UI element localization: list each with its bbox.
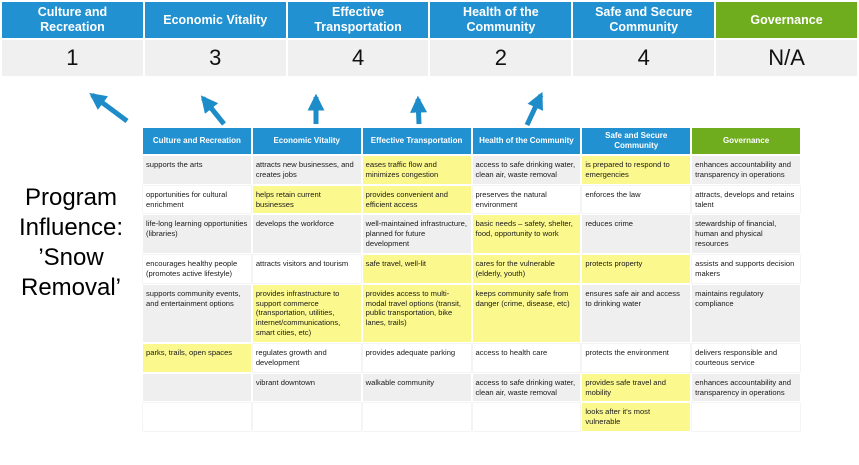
arrow-up-icon bbox=[418, 99, 419, 124]
matrix-header: Safe and Secure Community bbox=[582, 128, 690, 154]
matrix-cell: maintains regulatory compliance bbox=[692, 285, 800, 342]
matrix-cell: opportunities for cultural enrichment bbox=[143, 186, 251, 214]
matrix-cell bbox=[143, 403, 251, 431]
matrix-cell: develops the workforce bbox=[253, 215, 361, 253]
matrix-cell: provides adequate parking bbox=[363, 344, 471, 372]
matrix-cell bbox=[143, 374, 251, 402]
matrix-cell: attracts new businesses, and creates jobs bbox=[253, 156, 361, 184]
matrix-cell bbox=[363, 403, 471, 431]
priority-header-governance: Governance bbox=[716, 2, 857, 38]
priority-header-effective-transportation: Effective Transportation bbox=[288, 2, 429, 38]
matrix-cell: preserves the natural environment bbox=[473, 186, 581, 214]
matrix-cell-highlighted: helps retain current businesses bbox=[253, 186, 361, 214]
score-economic-vitality: 3 bbox=[145, 40, 286, 76]
matrix-cell: enhances accountability and transparency in operations bbox=[692, 374, 800, 402]
matrix-cell: access to safe drinking water, clean air, waste removal bbox=[473, 156, 581, 184]
matrix-cell-highlighted: protects property bbox=[582, 255, 690, 283]
matrix-cell bbox=[473, 403, 581, 431]
matrix-cell-highlighted: parks, trails, open spaces bbox=[143, 344, 251, 372]
matrix-cell-highlighted: cares for the vulnerable (elderly, youth) bbox=[473, 255, 581, 283]
arrow-up-icon bbox=[92, 95, 127, 121]
matrix-cell: life-long learning opportunities (libraries) bbox=[143, 215, 251, 253]
matrix-cell bbox=[692, 403, 800, 431]
score-safe-secure: 4 bbox=[573, 40, 714, 76]
matrix-cell: encourages healthy people (promotes active lifestyle) bbox=[143, 255, 251, 283]
matrix-cell bbox=[253, 403, 361, 431]
matrix-header: Health of the Community bbox=[473, 128, 581, 154]
priority-matrix bbox=[143, 128, 800, 431]
arrow-up-icon bbox=[527, 95, 541, 125]
matrix-header: Governance bbox=[692, 128, 800, 154]
matrix-cell-highlighted: provides safe travel and mobility bbox=[582, 374, 690, 402]
matrix-cell: delivers responsible and courteous service bbox=[692, 344, 800, 372]
matrix-cell: well-maintained infrastructure, planned for future development bbox=[363, 215, 471, 253]
matrix-cell: supports community events, and entertainment options bbox=[143, 285, 251, 342]
matrix-header: Culture and Recreation bbox=[143, 128, 251, 154]
matrix-cell: reduces crime bbox=[582, 215, 690, 253]
matrix-cell-highlighted: safe travel, well-lit bbox=[363, 255, 471, 283]
score-culture-recreation: 1 bbox=[2, 40, 143, 76]
matrix-cell: ensures safe air and access to drinking water bbox=[582, 285, 690, 342]
matrix-cell-highlighted: is prepared to respond to emergencies bbox=[582, 156, 690, 184]
matrix-cell: walkable community bbox=[363, 374, 471, 402]
score-governance: N/A bbox=[716, 40, 857, 76]
matrix-cell: access to health care bbox=[473, 344, 581, 372]
matrix-cell: assists and supports decision makers bbox=[692, 255, 800, 283]
matrix-cell-highlighted: eases traffic flow and minimizes congestion bbox=[363, 156, 471, 184]
matrix-header: Effective Transportation bbox=[363, 128, 471, 154]
matrix-cell: access to safe drinking water, clean air, waste removal bbox=[473, 374, 581, 402]
matrix-cell: regulates growth and development bbox=[253, 344, 361, 372]
matrix-cell: supports the arts bbox=[143, 156, 251, 184]
score-band bbox=[0, 40, 859, 76]
priority-header-health-community: Health of the Community bbox=[430, 2, 571, 38]
matrix-cell: enhances accountability and transparency in operations bbox=[692, 156, 800, 184]
matrix-cell: vibrant downtown bbox=[253, 374, 361, 402]
matrix-cell: stewardship of financial, human and physical resources bbox=[692, 215, 800, 253]
matrix-cell-highlighted: keeps community safe from danger (crime, disease, etc) bbox=[473, 285, 581, 342]
matrix-cell-highlighted: provides infrastructure to support commerce (transportation, utilities, internet/communications, smart cities, etc) bbox=[253, 285, 361, 342]
matrix-cell: attracts visitors and tourism bbox=[253, 255, 361, 283]
matrix-cell: enforces the law bbox=[582, 186, 690, 214]
program-title: Program Influence: ’Snow Removal’ bbox=[18, 184, 124, 301]
matrix-cell: protects the environment bbox=[582, 344, 690, 372]
score-health-community: 2 bbox=[430, 40, 571, 76]
priority-header-culture-recreation: Culture and Recreation bbox=[2, 2, 143, 38]
priority-header-economic-vitality: Economic Vitality bbox=[145, 2, 286, 38]
matrix-cell-highlighted: provides access to multi-modal travel options (transit, public transportation, bike lanes, trails) bbox=[363, 285, 471, 342]
matrix-header: Economic Vitality bbox=[253, 128, 361, 154]
matrix-cell-highlighted: looks after it's most vulnerable bbox=[582, 403, 690, 431]
arrow-up-icon bbox=[203, 98, 224, 124]
matrix-cell: attracts, develops and retains talent bbox=[692, 186, 800, 214]
matrix-cell-highlighted: basic needs – safety, shelter, food, opportunity to work bbox=[473, 215, 581, 253]
matrix-cell-highlighted: provides convenient and efficient access bbox=[363, 186, 471, 214]
priority-header-band bbox=[0, 2, 859, 38]
priority-header-safe-secure: Safe and Secure Community bbox=[573, 2, 714, 38]
score-effective-transportation: 4 bbox=[288, 40, 429, 76]
